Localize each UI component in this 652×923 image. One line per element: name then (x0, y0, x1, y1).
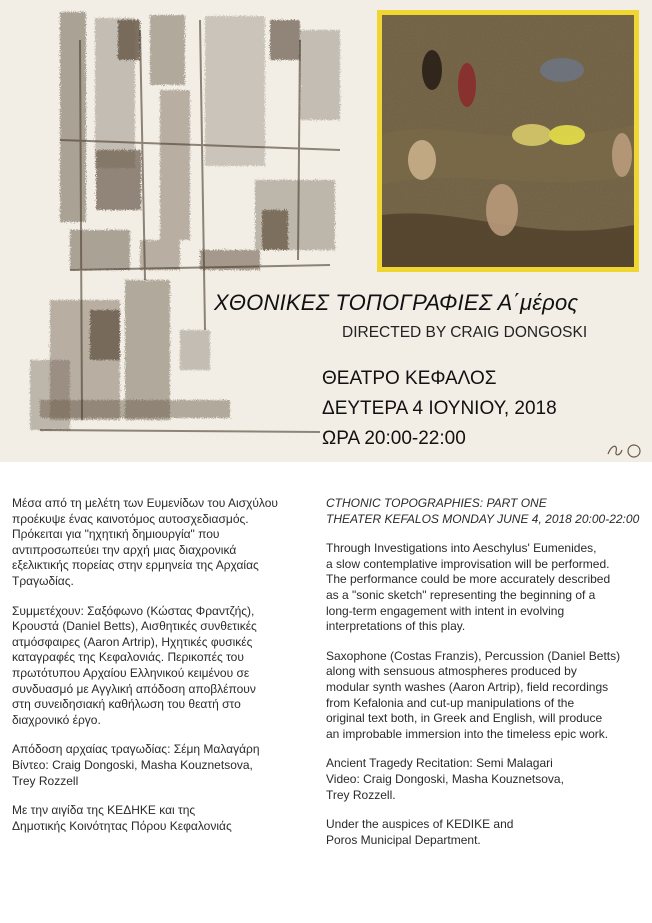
english-performers-paragraph (326, 649, 644, 743)
greek-performers-paragraph (12, 604, 312, 729)
text-line: Ancient Tragedy Recitation: Semi Malagari (326, 756, 553, 771)
text-line: Κρουστά (Daniel Betts), Αισθητικές συνθετικές (12, 619, 257, 634)
text-line: Through Investigations into Aeschylus' Eumenides, (326, 541, 597, 556)
text-line: a slow contemplative improvisation will be performed. (326, 556, 610, 571)
ink-sketch-artwork (0, 0, 372, 440)
text-line: CTHONIC TOPOGRAPHIES: PART ONE (326, 496, 547, 510)
text-line: Τραγωδίας. (12, 573, 74, 588)
text-line: Poros Municipal Department. (326, 832, 481, 847)
english-auspices-paragraph (326, 817, 644, 848)
text-line: The performance could be more accurately described (326, 572, 611, 587)
english-heading (326, 496, 644, 527)
text-line: Με την αιγίδα της ΚΕΔΗΚΕ και της (12, 803, 196, 818)
text-line: Μέσα από τη μελέτη των Ευμενίδων του Αισχύλου (12, 496, 278, 510)
text-line: modular synth washes (Aaron Artrip), field recordings (326, 679, 609, 694)
text-line: προέκυψε ένας καινοτόμος αυτοσχεδιασμός. (12, 511, 249, 526)
text-line: Under the auspices of KEDIKE and (326, 817, 514, 832)
text-line: an improbable immersion into the timeless epic work. (326, 726, 609, 741)
performance-photo (382, 15, 634, 267)
text-line: original text both, in Greek and English, will produce (326, 711, 603, 726)
event-date: ΔΕΥΤΕΡΑ 4 ΙΟΥΝΙΟΥ, 2018 (322, 398, 557, 419)
text-line: THEATER KEFALOS MONDAY JUNE 4, 2018 20:00-22:00 (326, 511, 640, 526)
text-line: πρωτότυπου Αρχαίου Ελληνικού κειμένου σε (12, 665, 250, 680)
text-line: Πρόκειται για "ηχητική δημιουργία" που (12, 527, 220, 542)
text-line: Συμμετέχουν: Σαξόφωνο (Κώστας Φραντζής), (12, 603, 255, 618)
text-line: στη συνειδησιακή καθήλωση του θεατή στο (12, 697, 241, 712)
performance-photo-frame (377, 10, 639, 272)
text-line: συνδυασμό με Αγγλική απόδοση αποβλέπουν (12, 681, 256, 696)
text-line: long-term engagement with intent in evolving (326, 603, 565, 618)
text-line: διαχρονικό έργο. (12, 712, 101, 727)
text-line: Trey Rozzell (12, 773, 79, 788)
event-time: ΩΡΑ 20:00-22:00 (322, 428, 466, 449)
text-line: καταγραφές της Κεφαλονιάς. Περικοπές του (12, 650, 244, 665)
text-line: Βίντεο: Craig Dongoski, Masha Kouznetsova, (12, 757, 253, 772)
text-line: as a "sonic sketch" representing the beginning of a (326, 587, 596, 602)
artist-signature (606, 442, 642, 460)
english-description (326, 496, 644, 862)
greek-description (12, 496, 312, 848)
text-line: Απόδοση αρχαίας τραγωδίας: Σέμη Μαλαγάρη (12, 742, 260, 757)
performance-title: ΧΘΟΝΙΚΕΣ ΤΟΠΟΓΡΑΦΙΕΣ Α΄μέρος (214, 290, 579, 315)
english-credits-paragraph (326, 756, 644, 803)
text-line: Video: Craig Dongoski, Masha Kouznetsova, (326, 771, 564, 786)
greek-auspices-paragraph (12, 803, 312, 834)
text-line: εξελικτικής πορείας στην ερμηνεία της Αρχαίας (12, 558, 259, 573)
greek-credits-paragraph (12, 742, 312, 789)
text-line: Saxophone (Costas Franzis), Percussion (Daniel Betts) (326, 648, 621, 663)
venue-name: ΘΕΑΤΡΟ ΚΕΦΑΛΟΣ (322, 368, 497, 389)
english-intro-paragraph (326, 541, 644, 635)
text-line: Trey Rozzell. (326, 787, 396, 802)
text-line: interpretations of this play. (326, 619, 466, 634)
text-line: along with sensuous atmospheres produced by (326, 664, 577, 679)
text-line: ατμόσφαιρες (Aaron Artrip), Ηχητικές φυσικές (12, 634, 253, 649)
director-credit: DIRECTED BY CRAIG DONGOSKI (342, 324, 588, 341)
text-line: from Kefalonia and cut-up manipulations of the (326, 695, 575, 710)
text-line: Δημοτικής Κοινότητας Πόρου Κεφαλονιάς (12, 818, 232, 833)
greek-intro-paragraph (12, 496, 312, 590)
text-line: αντιπροσωπεύει την αρχή μιας διαχρονικά (12, 542, 237, 557)
